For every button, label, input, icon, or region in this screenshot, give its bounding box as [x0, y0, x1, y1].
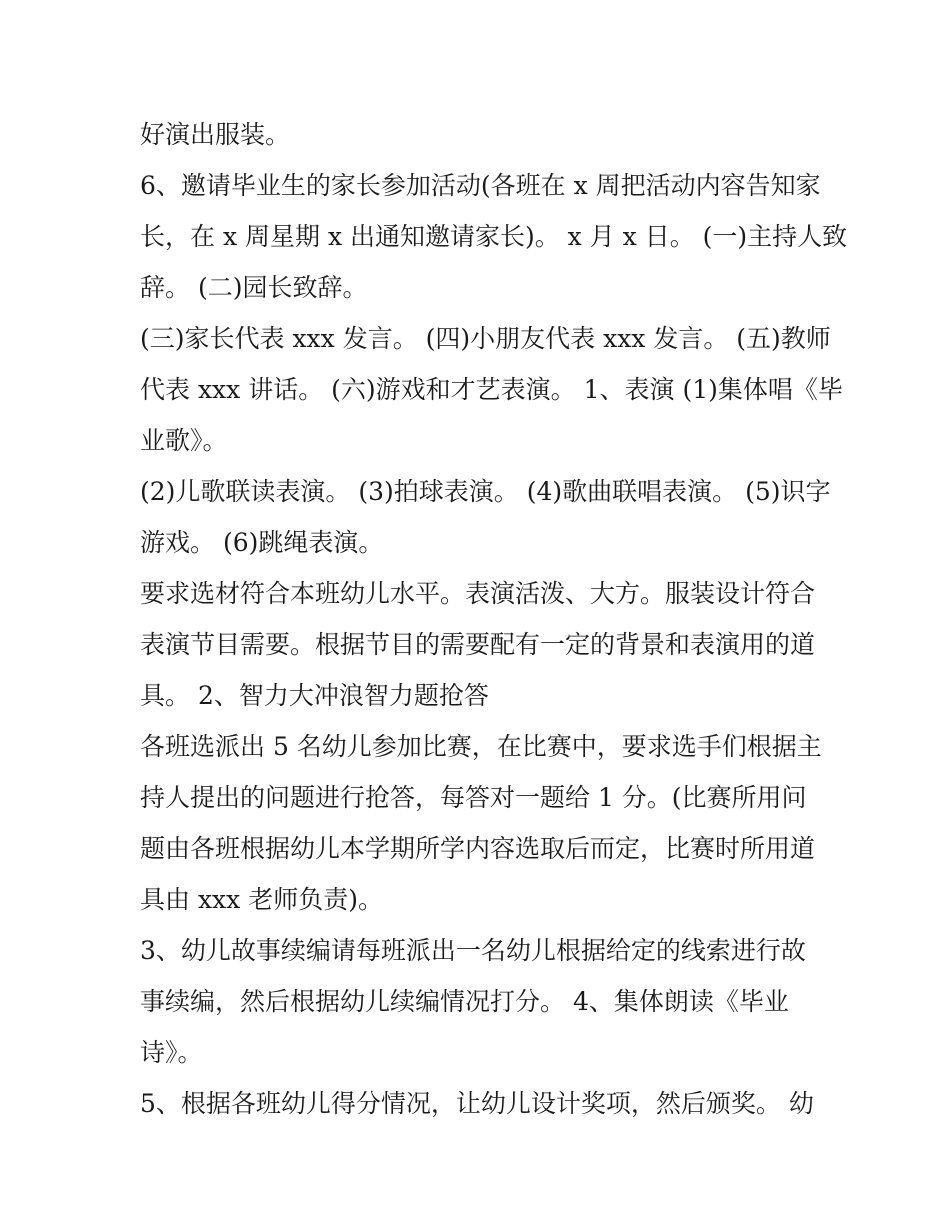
- text-line: 5、根据各班幼儿得分情况，让幼儿设计奖项，然后颁奖。 幼: [140, 1089, 814, 1118]
- text-line: 3、幼儿故事续编请每班派出一名幼儿根据给定的线索进行故: [140, 936, 806, 965]
- text-line: (2)儿歌联读表演。 (3)拍球表演。 (4)歌曲联唱表演。 (5)识字: [140, 477, 831, 506]
- text-line: 表演节目需要。根据节目的需要配有一定的背景和表演用的道: [140, 630, 816, 659]
- text-line: 诗》。: [140, 1038, 203, 1067]
- text-line: 6、邀请毕业生的家长参加活动(各班在 x 周把活动内容告知家: [140, 171, 821, 200]
- text-line: 持人提出的问题进行抢答，每答对一题给 1 分。(比赛所用问: [140, 783, 807, 812]
- text-line: (三)家长代表 xxx 发言。 (四)小朋友代表 xxx 发言。 (五)教师: [140, 324, 831, 353]
- text-line: 各班选派出 5 名幼儿参加比赛，在比赛中，要求选手们根据主: [140, 732, 822, 761]
- text-line: 事续编，然后根据幼儿续编情况打分。 4、集体朗读《毕业: [140, 987, 789, 1016]
- text-line: 题由各班根据幼儿本学期所学内容选取后而定，比赛时所用道: [140, 834, 816, 863]
- text-line: 辞。 (二)园长致辞。: [140, 273, 368, 302]
- text-line: 长，在 x 周星期 x 出通知邀请家长)。 x 月 x 日。 (一)主持人致: [140, 222, 848, 251]
- body-text: [140, 109, 848, 1129]
- text-line: 具。 2、智力大冲浪智力题抢答: [140, 681, 489, 710]
- text-line: 具由 xxx 老师负责)。: [140, 885, 383, 914]
- text-line: 好演出服装。: [140, 120, 291, 149]
- text-line: 要求选材符合本班幼儿水平。表演活泼、大方。服装设计符合: [140, 579, 816, 608]
- text-line: 游戏。 (6)跳绳表演。: [140, 528, 384, 557]
- text-line: 代表 xxx 讲话。 (六)游戏和才艺表演。 1、表演 (1)集体唱《毕: [140, 375, 843, 404]
- text-line: 业歌》。: [140, 426, 228, 455]
